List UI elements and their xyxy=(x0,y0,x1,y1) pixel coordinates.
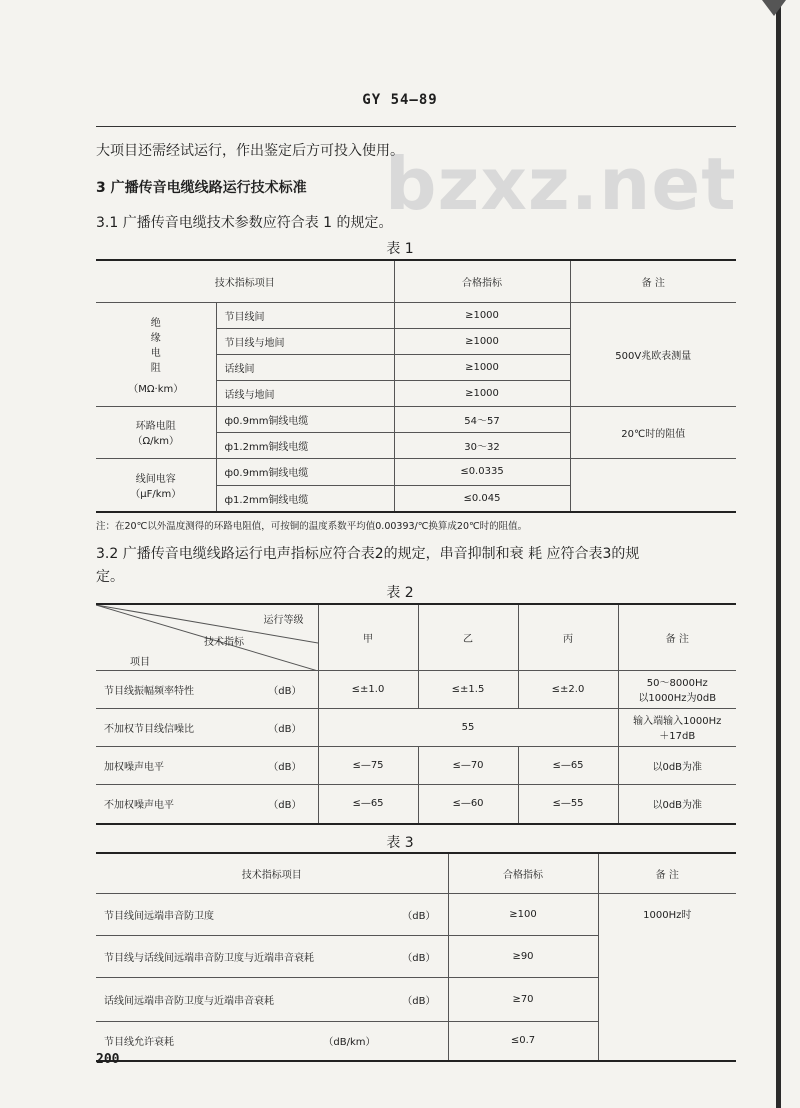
watermark: bzxz.net xyxy=(385,142,737,226)
t2-row-unit: （dB） xyxy=(268,800,302,812)
t2-val-b: ≤—60 xyxy=(418,784,518,824)
t3-value: ≥70 xyxy=(448,977,598,1021)
t3-header-value: 合格指标 xyxy=(448,853,598,893)
t1-cap-note xyxy=(570,458,736,512)
t1-loop-unit: （Ω/km） xyxy=(132,436,180,447)
t1-cap-name: 线间电容 xyxy=(135,473,176,485)
page-corner-mark xyxy=(762,0,786,16)
t1-ins-value: ≥1000 xyxy=(394,380,570,406)
t3-row-unit: （dB） xyxy=(402,952,436,964)
t2-row-name xyxy=(96,670,318,708)
t1-ins-unit: （MΩ·km） xyxy=(128,383,184,395)
t2-val-a: ≤—75 xyxy=(318,746,418,784)
t2-val-a: ≤±1.0 xyxy=(318,670,418,708)
t2-val-c: ≤±2.0 xyxy=(518,670,618,708)
t1-cap-item: ф0.9mm铜线电缆 xyxy=(216,458,394,485)
page-number: 200 xyxy=(96,1052,120,1067)
t1-ins-value: ≥1000 xyxy=(394,328,570,354)
t1-loop-item: ф0.9mm铜线电缆 xyxy=(216,406,394,432)
t2-corner-metric: 技术指标 xyxy=(204,637,244,648)
page-edge-bar xyxy=(776,0,781,1108)
t1-insulation-label xyxy=(96,302,216,406)
t2-note-line: 输入端输入1000Hz xyxy=(633,716,722,727)
t1-loop-value: 30～32 xyxy=(394,432,570,458)
t1-header-value: 合格指标 xyxy=(394,260,570,302)
t2-row-name xyxy=(96,784,318,824)
t1-loop-label xyxy=(96,406,216,458)
standard-code-header: GY 54—89 xyxy=(362,92,438,108)
t3-row-label: 节目线与话线间远端串音防卫度与近端串音衰耗 xyxy=(104,952,314,964)
t3-row-name xyxy=(96,977,448,1021)
t3-row-unit: （dB） xyxy=(402,910,436,922)
t2-val-c: ≤—55 xyxy=(518,784,618,824)
t2-row-name xyxy=(96,746,318,784)
t2-corner-item: 项目 xyxy=(130,657,150,668)
t2-val-a: ≤—65 xyxy=(318,784,418,824)
t1-cap-value: ≤0.0335 xyxy=(394,458,570,485)
t2-row-label: 节目线振幅频率特性 xyxy=(104,685,194,697)
clause-3-1: 3.1 广播传音电缆技术参数应符合表 1 的规定。 xyxy=(96,215,393,231)
t1-loop-value: 54～57 xyxy=(394,406,570,432)
t2-val-b: ≤—70 xyxy=(418,746,518,784)
table2 xyxy=(96,603,736,825)
t2-note xyxy=(618,670,736,708)
t3-note: 1000Hz时 xyxy=(598,893,736,1061)
intro-line: 大项目还需经试运行，作出鉴定后方可投入使用。 xyxy=(96,143,404,159)
t2-level-a: 甲 xyxy=(318,604,418,670)
t2-val-merged: 55 xyxy=(318,708,618,746)
t2-note-line: ＋17dB xyxy=(659,731,696,742)
t1-loop-name: 环路电阻 xyxy=(135,421,176,432)
t3-row-name xyxy=(96,893,448,935)
t1-ins-char: 绝 xyxy=(150,317,161,329)
table1-footnote: 注：在20℃以外温度测得的环路电阻值，可按铜的温度系数平均值0.00393/℃换算成20℃时的阻值。 xyxy=(96,521,528,532)
table3-caption: 表 3 xyxy=(386,835,414,851)
table2-caption: 表 2 xyxy=(386,585,414,601)
t2-val-c: ≤—65 xyxy=(518,746,618,784)
t2-corner-cell xyxy=(96,604,318,670)
t3-value: ≥100 xyxy=(448,893,598,935)
t1-cap-value: ≤0.045 xyxy=(394,485,570,512)
t3-header-item: 技术指标项目 xyxy=(96,853,448,893)
t2-note-line: 以1000Hz为0dB xyxy=(638,693,717,704)
t2-level-c: 丙 xyxy=(518,604,618,670)
t2-val-b: ≤±1.5 xyxy=(418,670,518,708)
t1-loop-item: ф1.2mm铜线电缆 xyxy=(216,432,394,458)
t3-row-label: 话线间远端串音防卫度与近端串音衰耗 xyxy=(104,995,274,1007)
table1-caption: 表 1 xyxy=(386,241,414,257)
t1-header-item: 技术指标项目 xyxy=(96,260,394,302)
t1-header-remark: 备 注 xyxy=(570,260,736,302)
clause-3-2-line2: 定。 xyxy=(96,569,124,585)
t2-row-unit: （dB） xyxy=(268,685,302,697)
table1 xyxy=(96,259,736,513)
t1-ins-value: ≥1000 xyxy=(394,354,570,380)
t1-ins-item: 节目线与地间 xyxy=(216,328,394,354)
t1-cap-item: ф1.2mm铜线电缆 xyxy=(216,485,394,512)
t2-row-name xyxy=(96,708,318,746)
t1-ins-char: 电 xyxy=(150,347,161,359)
t3-row-label: 节目线间远端串音防卫度 xyxy=(104,910,214,922)
t2-corner-level: 运行等级 xyxy=(263,615,304,626)
t3-row-name xyxy=(96,935,448,977)
header-rule xyxy=(96,126,736,127)
t1-ins-item: 话线与地间 xyxy=(216,380,394,406)
t3-row-name xyxy=(96,1021,448,1061)
t3-value: ≤0.7 xyxy=(448,1021,598,1061)
t1-cap-label xyxy=(96,458,216,512)
t3-row-label: 节目线允许衰耗 xyxy=(104,1037,174,1049)
t1-loop-note: 20℃时的阻值 xyxy=(570,406,736,458)
t2-row-unit: （dB） xyxy=(268,761,302,773)
t2-row-label: 不加权噪声电平 xyxy=(104,800,174,812)
t3-row-unit: （dB） xyxy=(402,995,436,1007)
t3-value: ≥90 xyxy=(448,935,598,977)
t1-ins-value: ≥1000 xyxy=(394,302,570,328)
t2-note: 以0dB为准 xyxy=(618,746,736,784)
t1-ins-char: 缘 xyxy=(150,332,161,344)
t2-row-label: 加权噪声电平 xyxy=(104,761,164,773)
t1-ins-char: 阻 xyxy=(150,362,161,374)
t3-row-unit: （dB/km） xyxy=(323,1037,376,1049)
t2-row-label: 不加权节目线信噪比 xyxy=(104,723,194,735)
t2-remark-header: 备 注 xyxy=(618,604,736,670)
t1-ins-item: 话线间 xyxy=(216,354,394,380)
clause-3-2-line1: 3.2 广播传音电缆线路运行电声指标应符合表2的规定，串音抑制和衰 耗 应符合表3的规 xyxy=(96,546,640,562)
t2-note xyxy=(618,708,736,746)
t2-level-b: 乙 xyxy=(418,604,518,670)
t2-row-unit: （dB） xyxy=(268,723,302,735)
t1-ins-note: 500V兆欧表测量 xyxy=(570,302,736,406)
t2-note-line: 50～8000Hz xyxy=(646,678,708,689)
t1-ins-item: 节目线间 xyxy=(216,302,394,328)
t3-header-remark: 备 注 xyxy=(598,853,736,893)
table3 xyxy=(96,852,736,1062)
t1-cap-unit: （μF/km） xyxy=(130,488,182,500)
section-3-title: 3 广播传音电缆线路运行技术标准 xyxy=(96,180,307,196)
t2-note: 以0dB为准 xyxy=(618,784,736,824)
